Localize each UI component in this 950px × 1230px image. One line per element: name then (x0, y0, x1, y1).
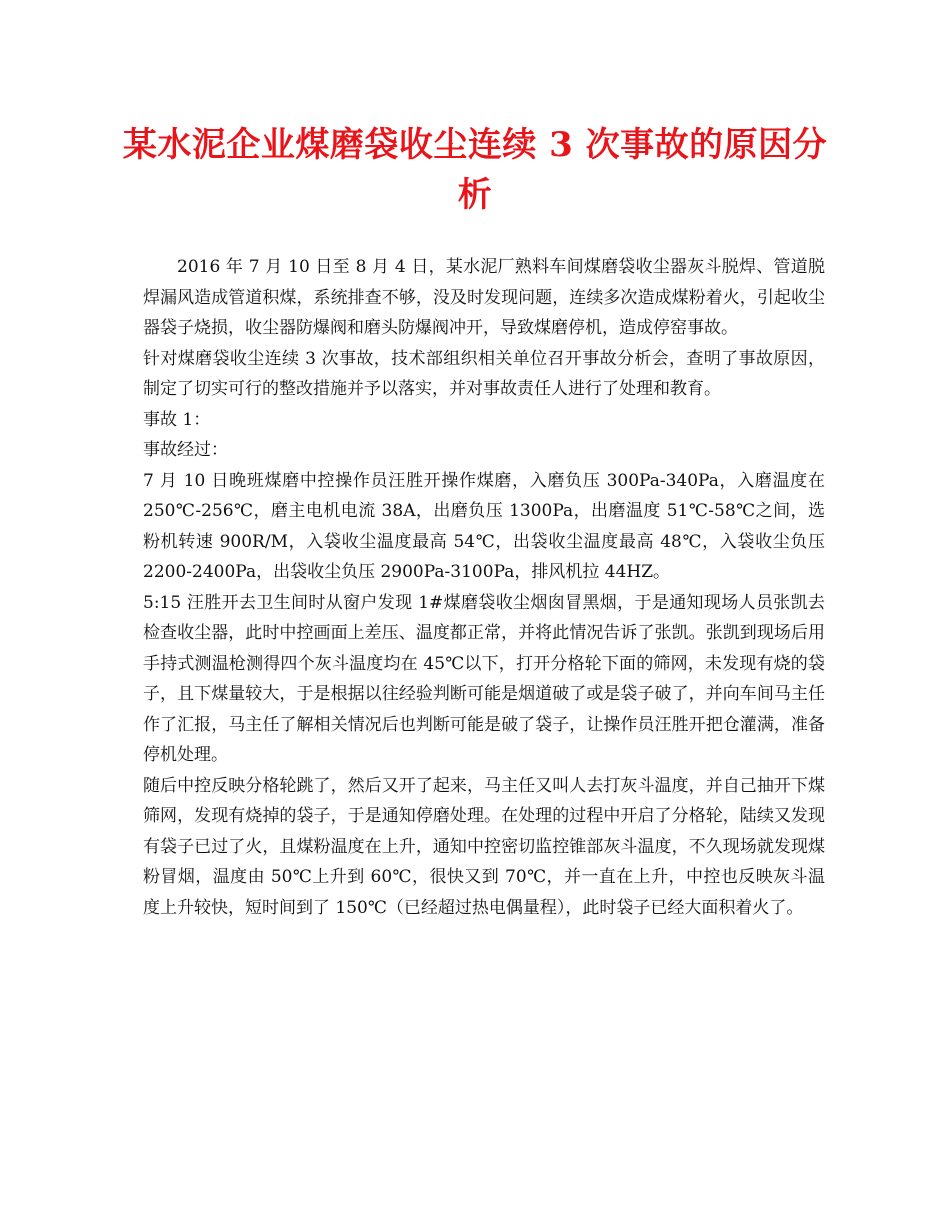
paragraph-analysis-meeting: 针对煤磨袋收尘连续 3 次事故，技术部组织相关单位召开事故分析会，查明了事故原因，制定了切实可行的整改措施并予以落实，并对事故责任人进行了处理和教育。 (143, 348, 825, 399)
document-title: 某水泥企业煤磨袋收尘连续 3 次事故的原因分析 (122, 125, 828, 215)
paragraph-operating-parameters: 7 月 10 日晚班煤磨中控操作员汪胜开操作煤磨，入磨负压 300Pa-340Pa，入磨温度在 250℃-256℃，磨主电机电流 38A，出磨负压 1300Pa，出磨温度 51℃-58℃之间，选粉机转速 900R/M，入袋收尘温度最高 54℃，出袋收尘温度最高 48℃，入袋收尘负压 2200-2400Pa，出袋收尘负压 2900Pa-3100Pa，排风机拉 44HZ。 (143, 470, 825, 582)
document-body (143, 252, 825, 923)
paragraph-accident-process-heading: 事故经过： (143, 440, 228, 460)
paragraph-smoke-discovery: 5:15 汪胜开去卫生间时从窗户发现 1#煤磨袋收尘烟囱冒黑烟，于是通知现场人员张凯去检查收尘器，此时中控画面上差压、温度都正常，并将此情况告诉了张凯。张凯到现场后用手持式测温枪测得四个灰斗温度均在 45℃以下，打开分格轮下面的筛网，未发现有烧的袋子，且下煤量较大，于是根据以往经验判断可能是烟道破了或是袋子破了，并向车间马主任作了汇报，马主任了解相关情况后也判断可能是破了袋子，让操作员汪胜开把仓灌满，准备停机处理。 (143, 592, 825, 765)
paragraph-fire-escalation: 随后中控反映分格轮跳了，然后又开了起来，马主任又叫人去打灰斗温度，并自己抽开下煤筛网，发现有烧掉的袋子，于是通知停磨处理。在处理的过程中开启了分格轮，陆续又发现有袋子已过了火，且煤粉温度在上升，通知中控密切监控锥部灰斗温度，不久现场就发现煤粉冒烟，温度由 50℃上升到 60℃，很快又到 70℃，并一直在上升，中控也反映灰斗温度上升较快，短时间到了 150℃（已经超过热电偶量程），此时袋子已经大面积着火了。 (143, 775, 825, 918)
paragraph-intro: 2016 年 7 月 10 日至 8 月 4 日，某水泥厂熟料车间煤磨袋收尘器灰斗脱焊、管道脱焊漏风造成管道积煤，系统排查不够，没及时发现问题，连续多次造成煤粉着火，引起收尘器袋子烧损，收尘器防爆阀和磨头防爆阀冲开，导致煤磨停机，造成停窑事故。 (143, 257, 825, 338)
paragraph-accident-1-heading: 事故 1： (143, 409, 211, 430)
